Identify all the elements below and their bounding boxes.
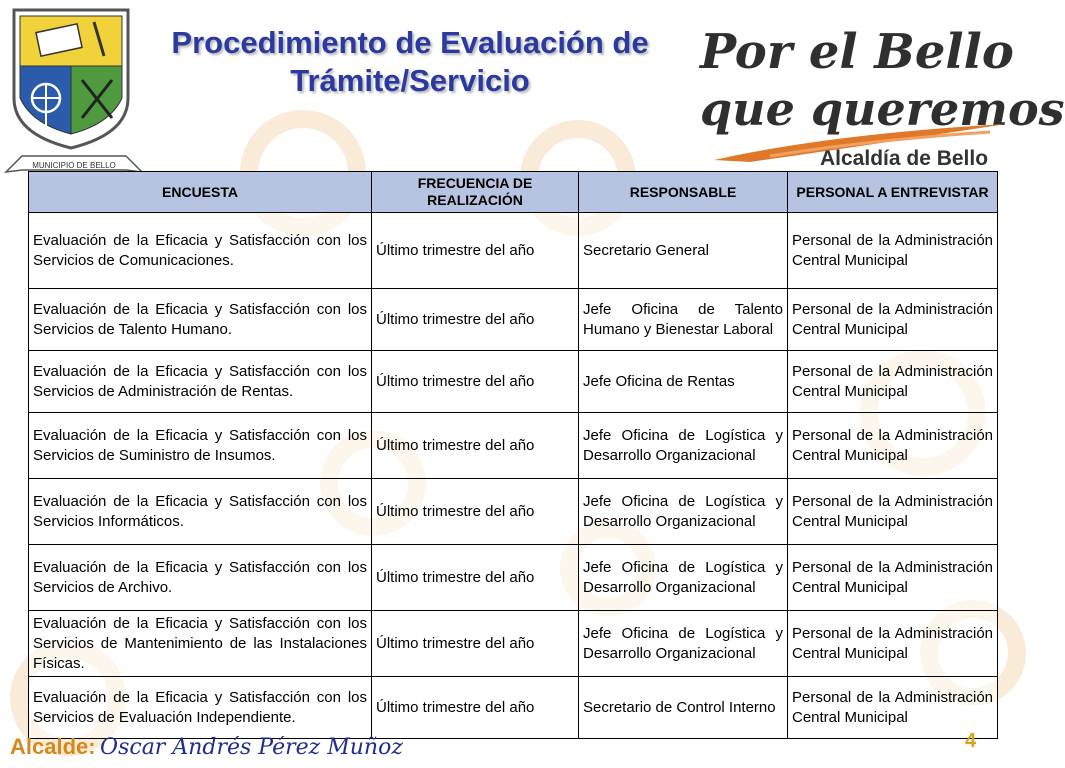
table-row	[29, 677, 998, 739]
cell-frecuencia: Último trimestre del año	[372, 545, 579, 611]
cell-personal: Personal de la Administración Central Municipal	[788, 611, 998, 677]
cell-responsable: Jefe Oficina de Logística y Desarrollo Organizacional	[579, 479, 788, 545]
page-title-line2: Trámite/Servicio	[290, 63, 530, 98]
table-row	[29, 545, 998, 611]
cell-encuesta: Evaluación de la Eficacia y Satisfacción con los Servicios de Comunicaciones.	[29, 213, 372, 289]
page-title	[140, 24, 680, 100]
cell-encuesta: Evaluación de la Eficacia y Satisfacción con los Servicios de Talento Humano.	[29, 289, 372, 351]
cell-responsable: Secretario de Control Interno	[579, 677, 788, 739]
table-row	[29, 479, 998, 545]
cell-frecuencia: Último trimestre del año	[372, 213, 579, 289]
table-row	[29, 413, 998, 479]
cell-personal: Personal de la Administración Central Municipal	[788, 413, 998, 479]
cell-frecuencia: Último trimestre del año	[372, 413, 579, 479]
cell-responsable: Jefe Oficina de Logística y Desarrollo Organizacional	[579, 611, 788, 677]
cell-frecuencia: Último trimestre del año	[372, 677, 579, 739]
table-row	[29, 611, 998, 677]
slogan-line1: Por el Bello	[700, 24, 1014, 80]
alcaldia-label: Alcaldía de Bello	[820, 147, 989, 170]
cell-responsable: Jefe Oficina de Talento Humano y Bienestar Laboral	[579, 289, 788, 351]
cell-encuesta: Evaluación de la Eficacia y Satisfacción con los Servicios de Mantenimiento de las Instalaciones Físicas.	[29, 611, 372, 677]
table-row	[29, 351, 998, 413]
cell-frecuencia: Último trimestre del año	[372, 289, 579, 351]
cell-personal: Personal de la Administración Central Municipal	[788, 545, 998, 611]
table-header-row	[29, 172, 998, 213]
cell-responsable: Jefe Oficina de Logística y Desarrollo Organizacional	[579, 413, 788, 479]
slogan-line2: que queremos	[700, 82, 1065, 136]
col-header-encuesta: ENCUESTA	[29, 172, 372, 213]
cell-personal: Personal de la Administración Central Municipal	[788, 213, 998, 289]
cell-responsable: Secretario General	[579, 213, 788, 289]
page-number: 4	[965, 730, 977, 752]
cell-personal: Personal de la Administración Central Municipal	[788, 479, 998, 545]
cell-responsable: Jefe Oficina de Rentas	[579, 351, 788, 413]
cell-personal: Personal de la Administración Central Municipal	[788, 351, 998, 413]
footer-alcalde	[10, 734, 403, 760]
col-header-frecuencia: FRECUENCIA DE REALIZACIÓN	[372, 172, 579, 213]
municipal-shield-icon	[8, 6, 134, 151]
cell-encuesta: Evaluación de la Eficacia y Satisfacción con los Servicios de Evaluación Independiente.	[29, 677, 372, 739]
footer-alcalde-label: Alcalde:	[10, 734, 96, 759]
table-row	[29, 213, 998, 289]
footer-alcalde-name: Oscar Andrés Pérez Muñoz	[100, 735, 403, 760]
cell-encuesta: Evaluación de la Eficacia y Satisfacción con los Servicios Informáticos.	[29, 479, 372, 545]
page-title-line1: Procedimiento de Evaluación de	[171, 25, 649, 60]
cell-frecuencia: Último trimestre del año	[372, 351, 579, 413]
col-header-personal: PERSONAL A ENTREVISTAR	[788, 172, 998, 213]
procedure-table	[28, 171, 998, 739]
cell-personal: Personal de la Administración Central Municipal	[788, 289, 998, 351]
svg-text:MUNICIPIO DE BELLO: MUNICIPIO DE BELLO	[32, 161, 116, 170]
cell-responsable: Jefe Oficina de Logística y Desarrollo Organizacional	[579, 545, 788, 611]
cell-encuesta: Evaluación de la Eficacia y Satisfacción con los Servicios de Archivo.	[29, 545, 372, 611]
col-header-responsable: RESPONSABLE	[579, 172, 788, 213]
cell-personal: Personal de la Administración Central Municipal	[788, 677, 998, 739]
cell-frecuencia: Último trimestre del año	[372, 611, 579, 677]
cell-encuesta: Evaluación de la Eficacia y Satisfacción con los Servicios de Suministro de Insumos.	[29, 413, 372, 479]
cell-encuesta: Evaluación de la Eficacia y Satisfacción con los Servicios de Administración de Rentas.	[29, 351, 372, 413]
slogan-logo	[690, 20, 1065, 170]
table-row	[29, 289, 998, 351]
cell-frecuencia: Último trimestre del año	[372, 479, 579, 545]
